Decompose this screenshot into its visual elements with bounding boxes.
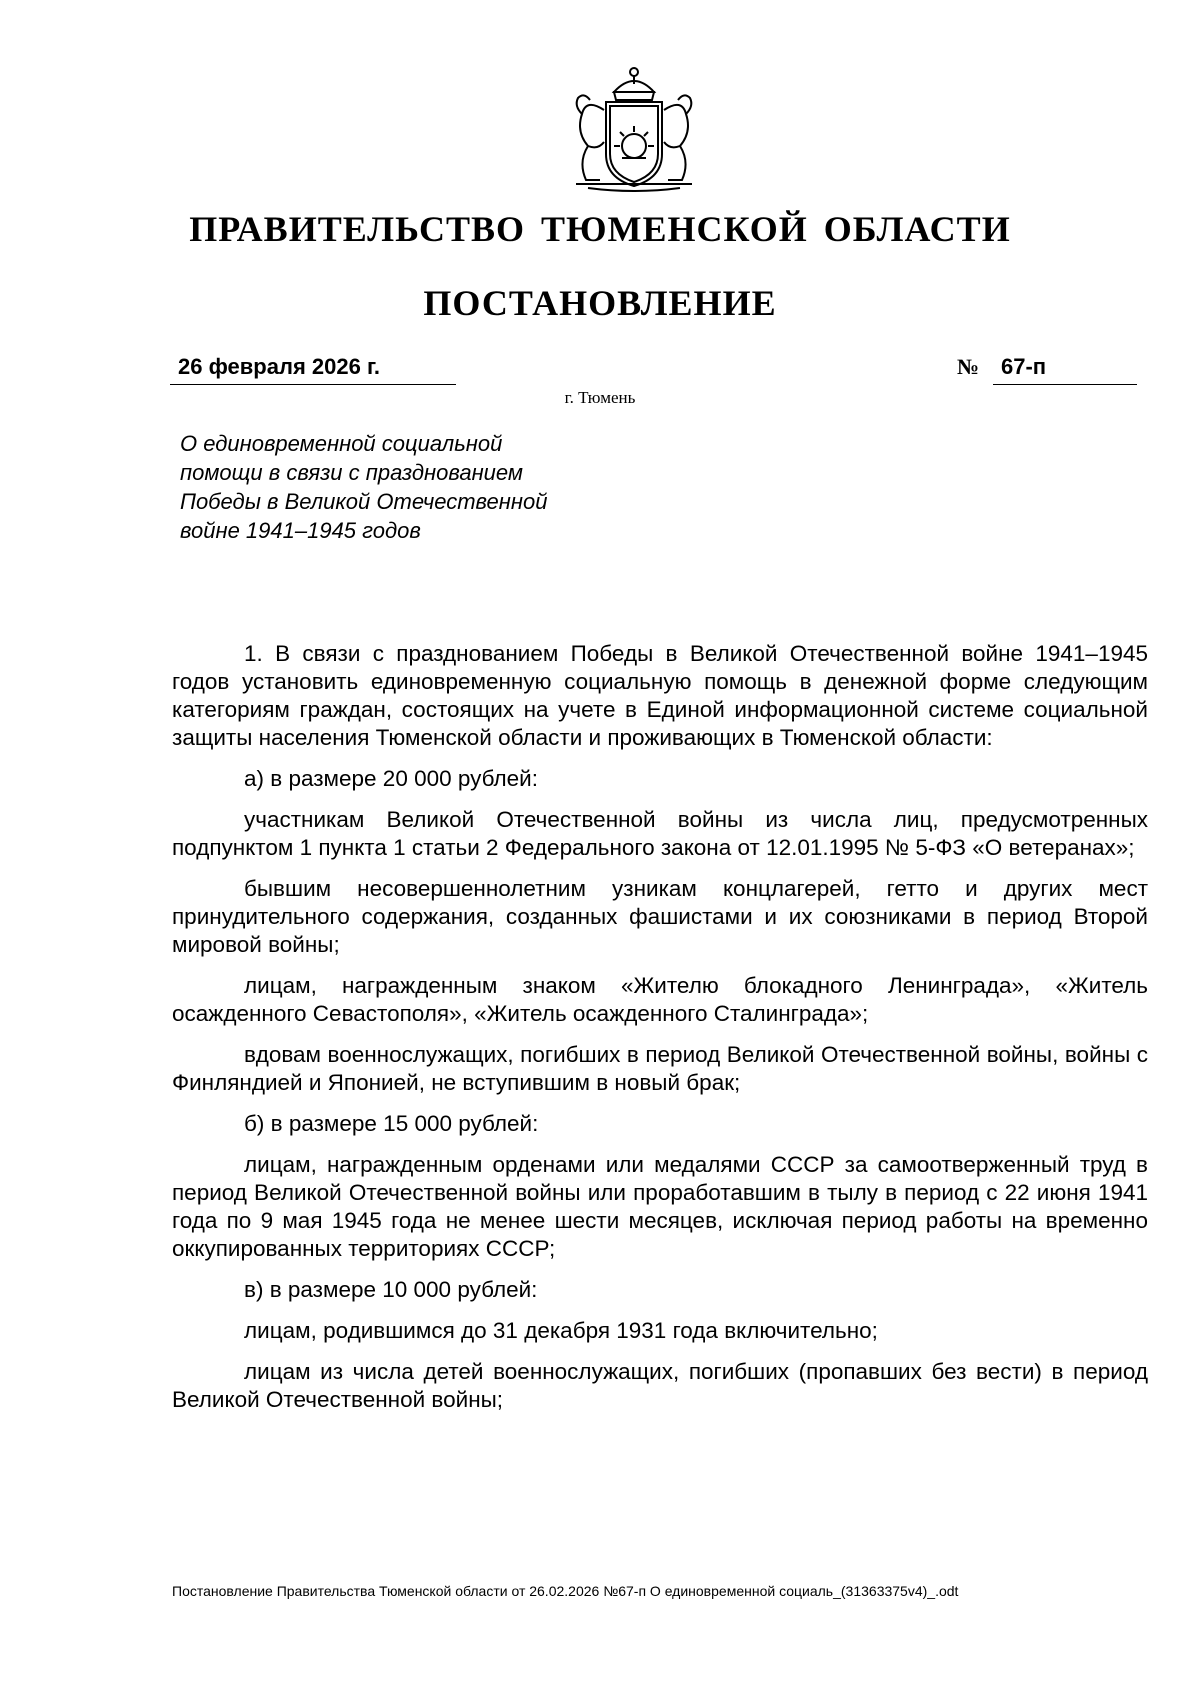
document-subject <box>180 429 660 545</box>
body-paragraph: бывшим несовершеннолетним узникам концлагерей, гетто и других мест принудительного содержания, созданных фашистами и их союзниками в период Второй мировой войны; <box>172 876 1148 957</box>
body-paragraph: б) в размере 15 000 рублей: <box>244 1111 539 1136</box>
document-date: 26 февраля 2026 г. <box>178 354 381 379</box>
body-paragraph: лицам, награжденным знаком «Жителю блокадного Ленинграда», «Житель осажденного Севастополя», «Житель осажденного Сталинграда»; <box>172 973 1148 1026</box>
document-type: ПОСТАНОВЛЕНИЕ <box>423 283 777 323</box>
body-paragraph: участникам Великой Отечественной войны из числа лиц, предусмотренных подпунктом 1 пункта 1 статьи 2 Федерального закона от 12.01.1995 № 5-ФЗ «О ветеранах»; <box>172 807 1148 860</box>
subject-line: помощи в связи с празднованием <box>180 460 523 485</box>
city-label: г. Тюмень <box>564 388 636 407</box>
document-date-field <box>170 354 456 385</box>
body-paragraph: а) в размере 20 000 рублей: <box>244 766 538 791</box>
subject-line: О единовременной социальной <box>180 431 503 456</box>
subject-line: Победы в Великой Отечественной <box>180 489 548 514</box>
body-paragraph: лицам, награжденным орденами или медалями СССР за самоотверженный труд в период Великой Отечественной войны или проработавшим в тылу в период с 22 июня 1941 года по 9 мая 1945 года не менее шести месяцев, исключая период работы на временно оккупированных территориях СССР; <box>172 1152 1148 1261</box>
body-paragraph: лицам из числа детей военнослужащих, погибших (пропавших без вести) в период Великой Отечественной войны; <box>172 1359 1148 1412</box>
body-paragraph: в) в размере 10 000 рублей: <box>244 1277 538 1302</box>
coat-of-arms-icon <box>548 62 720 192</box>
page-footer: Постановление Правительства Тюменской области от 26.02.2026 №67-п О единовременной социаль_(31363375v4)_.odt <box>172 1583 959 1599</box>
document-body <box>172 640 1148 1427</box>
subject-line: войне 1941–1945 годов <box>180 518 421 543</box>
body-paragraph: лицам, родившимся до 31 декабря 1931 года включительно; <box>244 1318 878 1343</box>
body-paragraph: 1. В связи с празднованием Победы в Великой Отечественной войне 1941–1945 годов установить единовременную социальную помощь в денежной форме следующим категориям граждан, состоящих на учете в Единой информационной системе социальной защиты населения Тюменской области и проживающих в Тюменской области: <box>172 641 1148 750</box>
document-number: 67-п <box>1001 354 1047 379</box>
government-title: ПРАВИТЕЛЬСТВО ТЮМЕНСКОЙ ОБЛАСТИ <box>189 209 1011 249</box>
document-number-field <box>957 354 1137 384</box>
body-paragraph: вдовам военнослужащих, погибших в период Великой Отечественной войны, войны с Финляндией и Японией, не вступившим в новый брак; <box>172 1042 1148 1095</box>
number-sign: № <box>957 354 980 379</box>
number-line <box>993 354 1137 385</box>
